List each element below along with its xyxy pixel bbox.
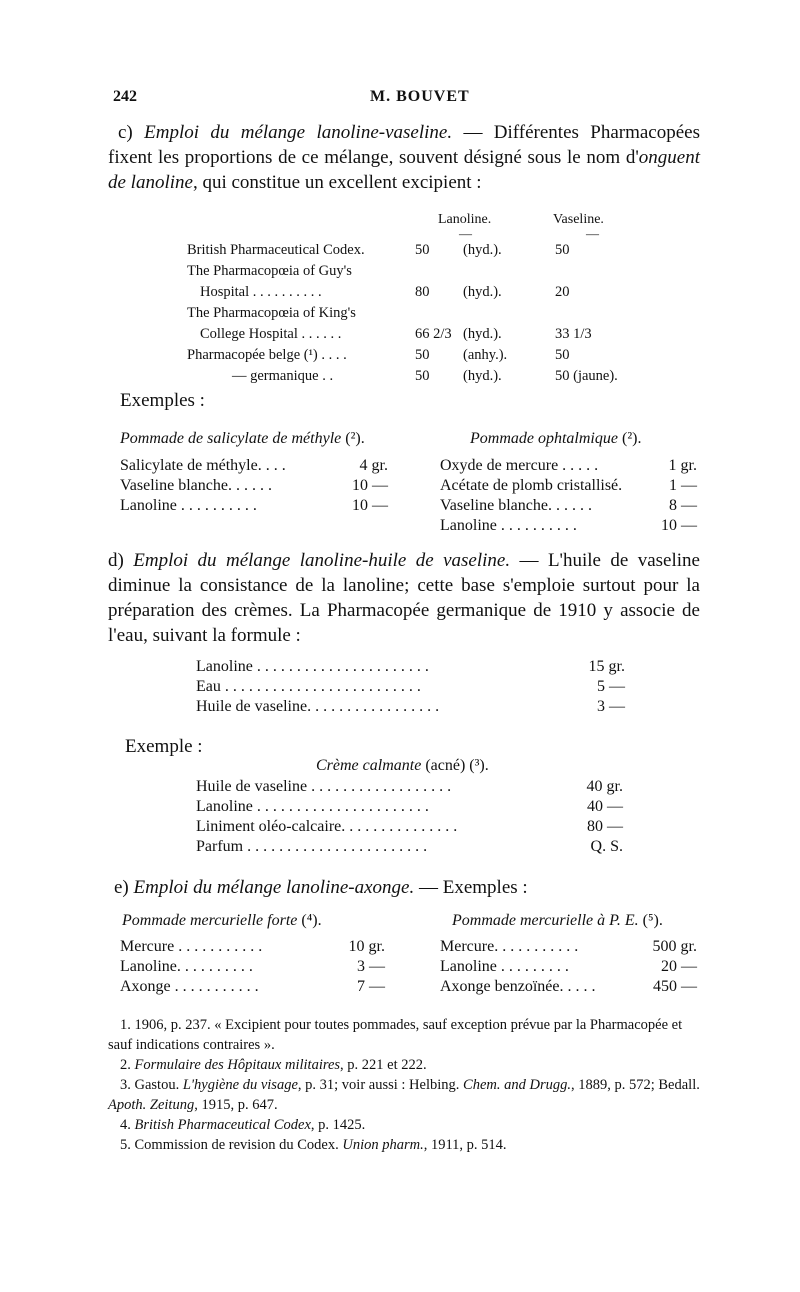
list-item-quantity: 1 — (669, 477, 697, 494)
table-row-lanoline-value: 50 (415, 347, 430, 363)
table-row-lanoline-type: (hyd.). (463, 284, 502, 300)
footnote-1: 1. 1906, p. 237. « Excipient pour toutes pommades, sauf exception prévue par la Pharmacopée et sauf indications contraires ». (108, 1017, 683, 1053)
footnote-4 (120, 1115, 720, 1135)
footnote-3-d: Chem. and Drugg. (463, 1077, 571, 1093)
table-row-vaseline-value: 50 (555, 242, 570, 258)
section-c-text1: — Différentes Pharmacopées fixent les proportions de ce mélange, souvent désigné sous le nom d' (108, 122, 701, 168)
table-row-lanoline-type: (hyd.). (463, 242, 502, 258)
list-item-quantity: 15 gr. (588, 658, 625, 675)
pommade-ophtalmique-title-line (470, 430, 641, 448)
list-item-quantity: 3 — (357, 958, 385, 975)
list-item-quantity: 10 gr. (348, 938, 385, 955)
section-e-letter: e) (114, 877, 129, 898)
table-row-name: The Pharmacopœia of Guy's (187, 263, 352, 279)
footnote-3-a: 3. Gastou. (120, 1077, 183, 1093)
creme-calmante-suffix: (acné) (³). (421, 757, 489, 774)
pommade-salicylate-title: Pommade de salicylate de méthyle (120, 430, 342, 447)
footnote-4-rest: , p. 1425. (310, 1117, 366, 1133)
pommade-pe-title-line (452, 912, 663, 930)
pommade-salicylate-ref: (²). (341, 430, 365, 447)
footnote-3-c: , p. 31; voir aussi : Helbing. (297, 1077, 464, 1093)
table-row-lanoline-value: 80 (415, 284, 430, 300)
footnote-3-f: Apoth. Zeitung (108, 1097, 195, 1113)
pommade-forte-title-line (122, 912, 322, 930)
footnote-3-e: , 1889, p. 572; Bedall. (570, 1077, 700, 1093)
footnote-3-b: L'hygiène du visage (182, 1077, 298, 1093)
list-item-name: Mercure . . . . . . . . . . . (120, 938, 263, 955)
footnote-3-g: , 1915, p. 647. (194, 1097, 278, 1113)
footnote-2-num: 2. (120, 1057, 135, 1073)
list-item-quantity: 3 — (597, 698, 625, 715)
col-dash-vaseline: — (586, 226, 599, 241)
footnote-2 (120, 1055, 720, 1075)
table-row-name: Pharmacopée belge (¹) . . . . (187, 347, 347, 363)
list-item-name: Acétate de plomb cristallisé. (440, 477, 623, 494)
list-item-name: Lanoline. . . . . . . . . . (120, 958, 253, 975)
list-item-quantity: 10 — (352, 497, 388, 514)
list-item-name: Huile de vaseline. . . . . . . . . . . . . . . . . (196, 698, 440, 715)
section-d-paragraph (108, 548, 700, 648)
list-item-quantity: Q. S. (590, 838, 623, 855)
section-c-letter: c) (118, 122, 133, 143)
list-item-name: Lanoline . . . . . . . . . . . . . . . . . . . . . . (196, 658, 429, 675)
list-item-name: Lanoline . . . . . . . . . . (440, 517, 577, 534)
footnote-5-c: , 1911, p. 514. (423, 1137, 507, 1153)
creme-calmante-title-line (316, 757, 489, 775)
section-d-text: — L'huile de vaseline diminue la consistance de la lanoline; cette base s'emploie surtout pour la préparation des crèmes. La Pharmacopée germanique de 1910 y associe de l'eau, suivant la formule : (108, 550, 700, 646)
table-row-lanoline-value: 50 (415, 242, 430, 258)
exemples-label: Exemples : (120, 390, 205, 411)
list-item-quantity: 500 gr. (652, 938, 697, 955)
list-item-quantity: 80 — (587, 818, 623, 835)
list-item-name: Vaseline blanche. . . . . . (120, 477, 272, 494)
footnote-5-a: 5. Commission de revision du Codex. (120, 1137, 343, 1153)
exemple-label: Exemple : (125, 736, 203, 757)
footnote-2-rest: , p. 221 et 222. (340, 1057, 427, 1073)
list-item-quantity: 40 — (587, 798, 623, 815)
list-item-name: Huile de vaseline . . . . . . . . . . . . . . . . . . (196, 778, 452, 795)
running-header-author: M. BOUVET (370, 88, 470, 105)
list-item-name: Mercure. . . . . . . . . . . (440, 938, 579, 955)
table-row-vaseline-value: 50 (jaune). (555, 368, 618, 384)
table-row-vaseline-value: 20 (555, 284, 570, 300)
pommade-forte-title: Pommade mercurielle forte (122, 912, 298, 929)
table-row-name: Hospital . . . . . . . . . . (200, 284, 322, 300)
table-row-lanoline-type: (anhy.). (463, 347, 508, 363)
list-item-quantity: 20 — (661, 958, 697, 975)
list-item-name: Oxyde de mercure . . . . . (440, 457, 599, 474)
list-item-name: Parfum . . . . . . . . . . . . . . . . . . . . . . . (196, 838, 428, 855)
page-number: 242 (113, 88, 137, 105)
table-row-name: The Pharmacopœia of King's (187, 305, 356, 321)
section-c-italic-term: onguent de lanoline (108, 147, 700, 193)
table-row-vaseline-value: 33 1/3 (555, 326, 592, 342)
col-dash-lanoline: — (459, 226, 472, 241)
table-row-name: — germanique . . (232, 368, 334, 384)
section-c-text2: , qui constitue un excellent excipient : (192, 172, 482, 193)
table-row-name: College Hospital . . . . . . (200, 326, 342, 342)
table-row-lanoline-type: (hyd.). (463, 368, 502, 384)
list-item-name: Vaseline blanche. . . . . . (440, 497, 592, 514)
col-header-vaseline: Vaseline. (553, 212, 604, 227)
list-item-name: Salicylate de méthyle. . . . (120, 457, 286, 474)
footnote-4-title: British Pharmaceutical Codex (134, 1117, 311, 1133)
creme-calmante-title: Crème calmante (316, 757, 422, 774)
section-e-title: Emploi du mélange lanoline-axonge. (133, 877, 415, 898)
list-item-quantity: 4 gr. (359, 457, 388, 474)
list-item-quantity: 8 — (669, 497, 697, 514)
section-d-letter: d) (108, 550, 124, 571)
section-c-paragraph (108, 120, 700, 195)
table-row-lanoline-type: (hyd.). (463, 326, 502, 342)
table-row-lanoline-value: 50 (415, 368, 430, 384)
list-item-name: Axonge benzoïnée. . . . . (440, 978, 596, 995)
section-e-text: — Exemples : (414, 877, 528, 898)
pommade-pe-ref: (⁵). (638, 912, 663, 929)
list-item-name: Lanoline . . . . . . . . . . . . . . . . . . . . . . (196, 798, 429, 815)
footnote-3 (108, 1075, 708, 1115)
pommade-forte-ref: (⁴). (297, 912, 322, 929)
section-c-title: Emploi du mélange lanoline-vaseline. (144, 122, 453, 143)
list-item-quantity: 10 — (352, 477, 388, 494)
list-item-name: Axonge . . . . . . . . . . . (120, 978, 259, 995)
list-item-quantity: 10 — (661, 517, 697, 534)
list-item-quantity: 5 — (597, 678, 625, 695)
section-e-paragraph (108, 875, 700, 900)
list-item-quantity: 7 — (357, 978, 385, 995)
pommade-salicylate-title-line (120, 430, 365, 448)
list-item-name: Liniment oléo-calcaire. . . . . . . . . . . . . . . (196, 818, 458, 835)
list-item-quantity: 40 gr. (586, 778, 623, 795)
list-item-quantity: 1 gr. (668, 457, 697, 474)
table-row-name: British Pharmaceutical Codex. (187, 242, 365, 258)
pommade-ophtalmique-title: Pommade ophtalmique (470, 430, 618, 447)
table-row-lanoline-value: 66 2/3 (415, 326, 452, 342)
section-d-title: Emploi du mélange lanoline-huile de vaseline. (133, 550, 511, 571)
list-item-name: Lanoline . . . . . . . . . (440, 958, 569, 975)
footnote-5-b: Union pharm. (342, 1137, 424, 1153)
footnote-5 (120, 1135, 720, 1155)
footnote-2-title: Formulaire des Hôpitaux militaires (134, 1057, 341, 1073)
footnote-4-num: 4. (120, 1117, 135, 1133)
list-item-name: Lanoline . . . . . . . . . . (120, 497, 257, 514)
list-item-quantity: 450 — (653, 978, 697, 995)
table-row-vaseline-value: 50 (555, 347, 570, 363)
pommade-pe-title: Pommade mercurielle à P. E. (452, 912, 639, 929)
pommade-ophtalmique-ref: (²). (617, 430, 642, 447)
list-item-name: Eau . . . . . . . . . . . . . . . . . . . . . . . . . (196, 678, 421, 695)
col-header-lanoline: Lanoline. (438, 212, 492, 227)
